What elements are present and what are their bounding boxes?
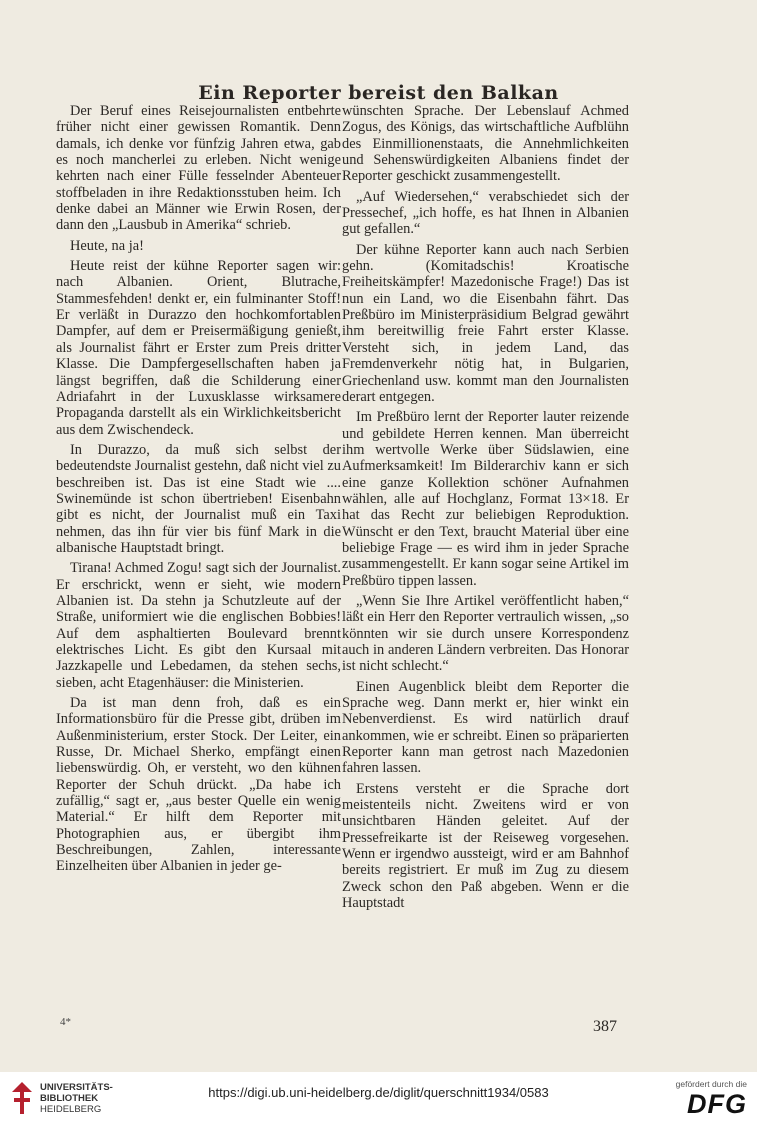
signature-mark: 4* (60, 1016, 71, 1028)
right-column (342, 103, 629, 916)
library-name-line: HEIDELBERG (40, 1104, 102, 1115)
paragraph: wünschten Sprache. Der Lebenslauf Achmed Zogus, des Königs, das wirtschaftliche Aufblühn des Einmillionenstaats, die Annehmlichkeiten und Sehenswürdigkeiten Albaniens findet der Reporter geschickt zusammengestellt. (342, 103, 629, 185)
paragraph: „Auf Wiedersehen,“ verabschiedet sich der Pressechef, „ich hoffe, es hat Ihnen in Albanien gut gefallen.“ (342, 188, 629, 238)
paragraph: „Wenn Sie Ihre Artikel veröffentlicht haben,“ läßt ein Herr den Reporter vertraulich wissen, „so könnten wir sie durch unsere Korrespondenz auch in anderen Ländern verbreiten. Das Honorar ist nicht schlecht.“ (342, 592, 629, 675)
paragraph: Erstens versteht er die Sprache dort meistenteils nicht. Zweitens wird er von unsichtbaren Händen geleitet. Auf der Pressefreikarte ist der Reiseweg vorgesehen. Wenn er irgendwo aussteigt, wird er am Bahnhof bereits registriert. Er muß im Zug zu diesem Zweck schon den Paß abgeben. Wenn er die Hauptstadt (342, 780, 629, 912)
funded-by-label: gefördert durch die (675, 1079, 747, 1089)
left-column (56, 103, 341, 879)
paragraph: Heute, na ja! (70, 237, 144, 254)
article-title: Ein Reporter bereist den Balkan (198, 82, 559, 104)
permalink-url[interactable]: https://digi.ub.uni-heidelberg.de/diglit/querschnitt1934/0583 (208, 1085, 549, 1100)
paragraph: Der Beruf eines Reisejournalisten entbehrte früher nicht einer gewissen Romantik. Denn damals, ich denke vor fünfzig Jahren etwa, gab es noch mancherlei zu erleben. Nicht wenige kehrten nach einer Fülle fesselnder Abenteuer stoffbeladen in ihre Redaktionsstuben heim. Ich denke dabei an Männer wie Erwin Rosen, der dann den „Lausbub in Amerika“ schrieb. (56, 103, 341, 234)
paragraph: Der kühne Reporter kann auch nach Serbien gehn. (Komitadschis! Kroatische Freiheitskämpfer! Mazedonische Frage!) Das ist nun ein Land, wo die Eisenbahn fährt. Das Preßbüro im Ministerpräsidium Belgrad gewährt ihm bereitwillig freie Fahrt erster Klasse. Versteht sich, in jedem Land, das Fremdenverkehr nötig hat, in Bulgarien, Griechenland usw. kommt man den Journalisten derart entgegen. (342, 241, 629, 405)
dfg-logo[interactable]: DFG (687, 1089, 747, 1119)
paragraph: Tirana! Achmed Zogu! sagt sich der Journalist. Er erschrickt, wenn er sieht, wie modern Albanien ist. Da stehn ja Schutzleute auf der Straße, uniformiert wie die englischen Bobbies! Auf dem asphaltierten Boulevard brennt elektrisches Licht. Es gibt den Kursaal mit Jazzkapelle und Lebedamen, da stehen sechs, sieben, acht Etagenhäuser: die Ministerien. (56, 560, 341, 691)
paragraph: Einen Augenblick bleibt dem Reporter die Sprache weg. Dann merkt er, hier winkt ein Nebenverdienst. Es wird natürlich drauf ankommen, wie er schreibt. Einen so präparierten Reporter kann man getrost nach Mazedonien fahren lassen. (342, 678, 629, 777)
paragraph: Heute reist der kühne Reporter sagen wir: nach Albanien. Orient, Blutrache, Stammesfehden! denkt er, ein fulminanter Stoff! Er verläßt in Durazzo den hochkomfortablen Dampfer, auf dem er Preisermäßigung genießt, als Journalist fährt er Erster zum Preis dritter Klasse. Die Dampfergesellschaften haben ja längst begriffen, daß die Schilderung einer Adriafahrt in der Luxusklasse wirksamere Propaganda darstellt als ein Wirklichkeitsbericht aus dem Zwischendeck. (56, 258, 341, 438)
page-number: 387 (593, 1018, 617, 1035)
paragraph: Im Preßbüro lernt der Reporter lauter reizende und gebildete Herren kennen. Man überreicht ihm wertvolle Werke über Südslawien, eine Aufmerksamkeit! Im Bilderarchiv kann er sich eine ganze Kollektion schöner Aufnahmen wählen, alle auf Hochglanz, Format 13×18. Er hat das Recht zur beliebigen Reproduktion. Wünscht er den Text, braucht Material über eine beliebige Frage — es wird ihm in jeder Sprache zusammengestellt. Er kann sogar seine Artikel im Preßbüro tippen lassen. (342, 409, 629, 589)
library-name-line: UNIVERSITÄTS- (40, 1082, 113, 1093)
paragraph: In Durazzo, da muß sich selbst der bedeutendste Journalist gestehn, daß nicht viel zu beschreiben ist. Das ist eine Stadt wie .... Swinemünde ist schon übertrieben! Eisenbahn gibt es nicht, der Journalist muß ein Taxi nehmen, das ihn für vier bis fünf Mark in die albanische Hauptstadt bringt. (56, 441, 341, 556)
paragraph: Da ist man denn froh, daß es ein Informationsbüro für die Presse gibt, drüben im Außenministerium, erster Stock. Der Leiter, ein Russe, Dr. Michael Sherko, empfängt einen liebenswürdig. Oh, er versteht, wo den kühnen Reporter der Schuh drückt. „Da habe ich zufällig,“ sagt er, „aus bester Quelle ein wenig Material.“ Er hilft dem Reporter mit Photographien aus, er übergibt ihm Beschreibungen, Zahlen, interessante Einzelheiten über Albanien in jeder ge- (56, 695, 341, 875)
library-name-line: BIBLIOTHEK (40, 1093, 99, 1104)
